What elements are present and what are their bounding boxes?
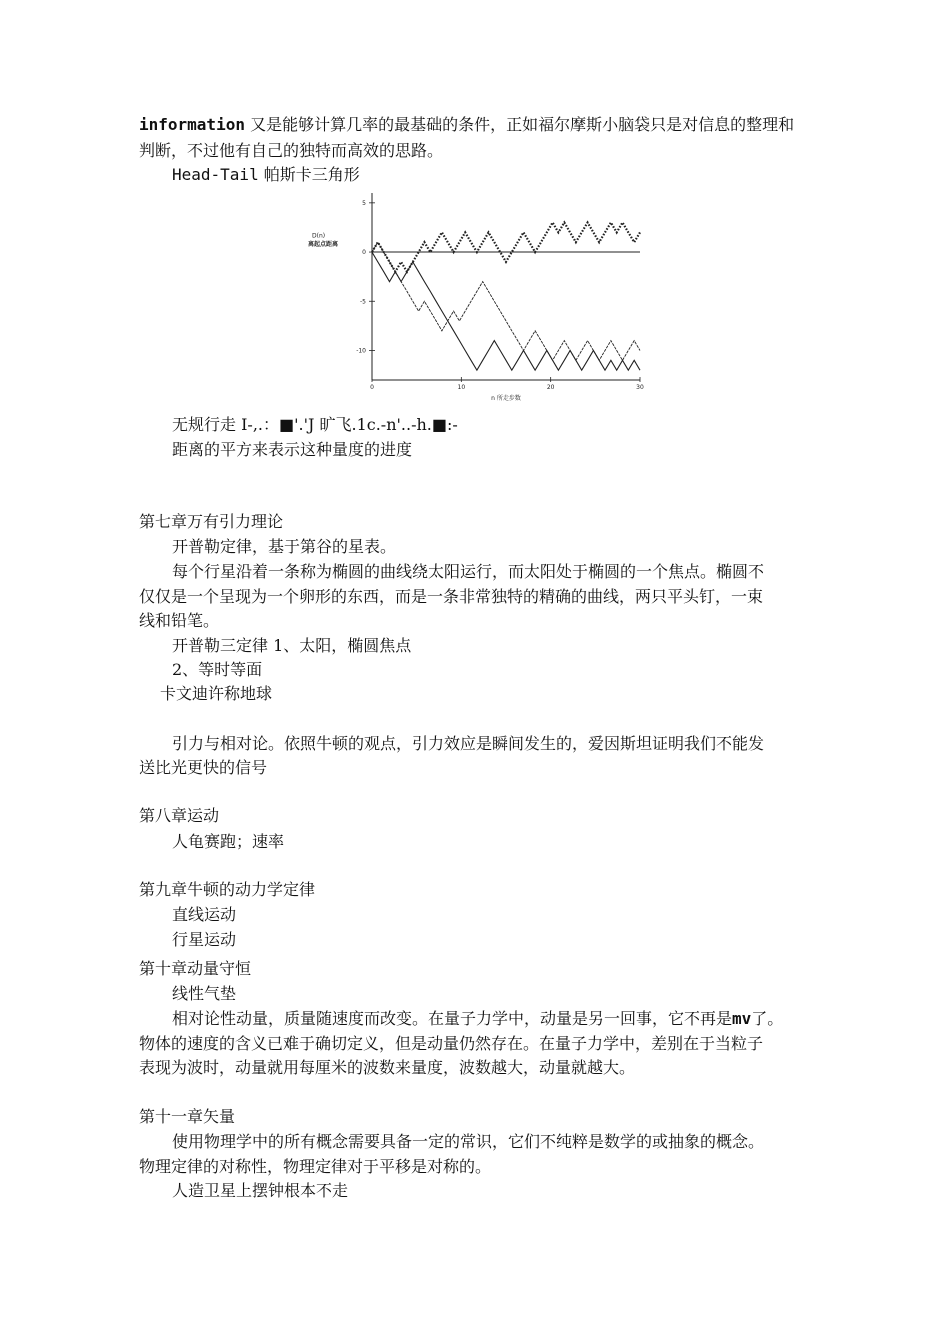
y-axis-label: D(n): [312, 232, 326, 240]
walk-series-dotted: [372, 223, 640, 272]
paragraph-line: 开普勒三定律 1、太阳，椭圆焦点: [172, 636, 412, 655]
chapter-heading: 第九章牛顿的动力学定律: [139, 880, 316, 899]
paragraph-line: 物体的速度的含义已难于确切定义，但是动量仍然存在。在量子力学中，差别在于当粒子: [139, 1034, 764, 1053]
caption-text: 帕斯卡三角形: [263, 165, 360, 184]
paragraph-line: 仅仅是一个呈现为一个卵形的东西，而是一条非常独特的精确的曲线，两只平头钉，一束: [139, 587, 764, 606]
x-tick-label: 30: [636, 384, 644, 391]
x-tick-label: 10: [457, 384, 466, 391]
paragraph-line: 物理定律的对称性，物理定律对于平移是对称的。: [139, 1157, 492, 1176]
line-text: 相对论性动量，质量随速度而改变。在量子力学中，动量是另一回事，它不再是: [172, 1009, 733, 1028]
paragraph-line: 线和铅笔。: [139, 611, 220, 630]
inline-code-word: information: [139, 115, 245, 134]
chart-series: [372, 223, 640, 371]
x-axis-label: n 所走步数: [491, 395, 521, 402]
paragraph-line: 判断，不过他有自己的独特而高效的思路。: [139, 141, 444, 160]
chart-labels: [308, 200, 644, 402]
paragraph-line: 引力与相对论。依照牛顿的观点，引力效应是瞬间发生的，爱因斯坦证明我们不能发: [172, 734, 765, 753]
chart-axes: [369, 193, 640, 382]
paragraph-line: 无规行走 I-,.：■'.'J 旷飞.1c.-n'..-h.■:-: [172, 415, 458, 434]
y-tick-label: 5: [362, 199, 366, 207]
paragraph-line: [139, 115, 794, 135]
paragraph-line: 行星运动: [172, 930, 237, 949]
paragraph-line: 2、等时等面: [172, 660, 263, 679]
paragraph-line: 表现为波时，动量就用每厘米的波数来量度，波数越大，动量就越大。: [139, 1058, 636, 1077]
y-axis-label-text: 离起点距离: [308, 241, 339, 249]
figure-caption: [172, 165, 360, 185]
random-walk-chart: [300, 185, 660, 410]
line-text: 了。: [751, 1009, 784, 1028]
chapter-heading: 第十一章矢量: [139, 1107, 236, 1126]
paragraph-line: 直线运动: [172, 905, 237, 924]
inline-code-word: mv: [732, 1009, 752, 1028]
paragraph-line: [172, 1009, 783, 1029]
paragraph-line: 送比光更快的信号: [139, 758, 268, 777]
paragraph-line: 使用物理学中的所有概念需要具备一定的常识，它们不纯粹是数学的或抽象的概念。: [172, 1132, 765, 1151]
paragraph-line: 开普勒定律，基于第谷的星表。: [172, 537, 397, 556]
caption-word: Head-Tail: [172, 165, 259, 184]
paragraph-line: 人造卫星上摆钟根本不走: [172, 1181, 349, 1200]
paragraph-line: 距离的平方来表示这种量度的进度: [172, 440, 413, 459]
paragraph-line: 卡文迪许称地球: [160, 684, 273, 703]
x-tick-label: 20: [546, 384, 555, 391]
x-tick-label: 0: [370, 384, 374, 391]
paragraph-line: 线性气垫: [172, 984, 237, 1003]
walk-series-solid: [372, 252, 640, 370]
y-tick-label: -5: [360, 298, 366, 306]
chapter-heading: 第十章动量守恒: [139, 959, 252, 978]
y-tick-label: 0: [362, 249, 366, 257]
paragraph-line: 每个行星沿着一条称为椭圆的曲线绕太阳运行，而太阳处于椭圆的一个焦点。椭圆不: [172, 562, 765, 581]
chapter-heading: 第七章万有引力理论: [139, 512, 284, 531]
chapter-heading: 第八章运动: [139, 806, 220, 825]
y-tick-label: -10: [356, 347, 366, 355]
line-text: 又是能够计算几率的最基础的条件，正如福尔摩斯小脑袋只是对信息的整理和: [250, 115, 795, 134]
walk-series-thin: [372, 242, 640, 360]
paragraph-line: 人龟赛跑；速率: [172, 832, 285, 851]
